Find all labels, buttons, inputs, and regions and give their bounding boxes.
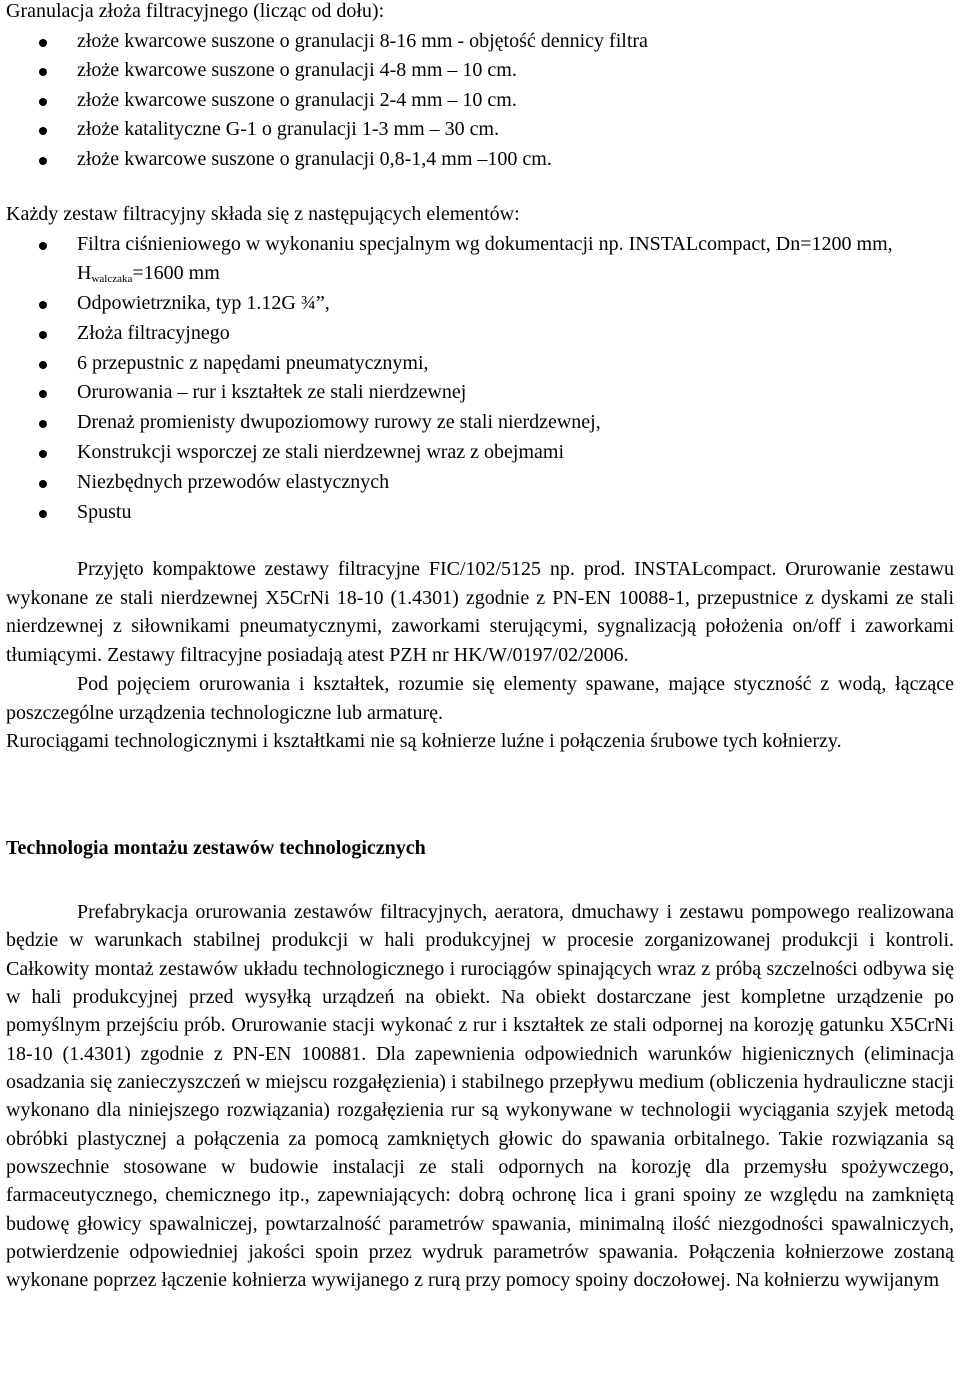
list-item (6, 408, 954, 438)
section-body-block (6, 898, 954, 1295)
list-item (6, 378, 954, 408)
list-item (6, 438, 954, 468)
bullet-icon (39, 480, 47, 488)
process-pipes-paragraph: Rurociągami technologicznymi i kształtkami nie są kołnierze luźne i połączenia śrubowe tych kołnierzy. (6, 730, 842, 753)
list-item-text: złoże katalityczne G-1 o granulacji 1-3 mm – 30 cm. (77, 118, 500, 140)
list-item-text: złoże kwarcowe suszone o granulacji 0,8-1,4 mm –100 cm. (77, 147, 552, 170)
list-item-text: złoże kwarcowe suszone o granulacji 2-4 mm – 10 cm. (77, 88, 517, 111)
section-heading-block (6, 834, 954, 864)
description-section (6, 555, 954, 756)
bullet-icon (39, 361, 47, 369)
bullet-icon (39, 390, 47, 398)
bullet-icon (39, 127, 47, 135)
bullet-icon (39, 98, 47, 106)
list-item-text: Odpowietrznika, typ 1.12G ¾”, (77, 292, 330, 315)
list-item-text: Orurowania – rur i kształtek ze stali nierdzewnej (77, 381, 467, 404)
list-item (6, 468, 954, 498)
list-item (6, 145, 954, 175)
list-item-text: 6 przepustnic z napędami pneumatycznymi, (77, 351, 429, 374)
granulation-list (6, 27, 954, 175)
bullet-icon (39, 331, 47, 339)
subscript-walczaka: walczaka (91, 273, 133, 286)
bullet-icon (39, 450, 47, 458)
list-item-text: Konstrukcji wsporczej ze stali nierdzewnej wraz z obejmami (77, 441, 565, 464)
list-item-text: Drenaż promienisty dwupoziomowy rurowy ze stali nierdzewnej, (77, 411, 601, 434)
list-item (6, 319, 954, 349)
list-item (6, 498, 954, 528)
list-item (6, 349, 954, 379)
list-item (6, 27, 954, 57)
bullet-icon (39, 157, 47, 165)
list-item-text: Złoża filtracyjnego (77, 321, 230, 344)
bullet-icon (39, 510, 47, 518)
list-item (6, 86, 954, 116)
bullet-icon (39, 301, 47, 309)
section-heading: Technologia montażu zestawów technologicznych (6, 837, 426, 859)
bullet-icon (39, 39, 47, 47)
bullet-icon (39, 242, 47, 250)
list-item (6, 230, 954, 290)
list-item-text-suffix: =1600 mm (132, 262, 220, 285)
filter-set-list (6, 230, 954, 528)
list-item-text: Filtra ciśnieniowego w wykonaniu specjalnym wg dokumentacji np. INSTALcompact, Dn=1200 mm, H (77, 232, 893, 285)
granulation-heading: Granulacja złoża filtracyjnego (licząc od dołu): (6, 0, 385, 22)
filter-set-intro: Każdy zestaw filtracyjny składa się z następujących elementów: (6, 203, 520, 225)
section-body-paragraph: Prefabrykacja orurowania zestawów filtracyjnych, aeratora, dmuchawy i zestawu pompowego realizowana będzie w warunkach stabilnej produkcji w hali produkcyjnej w procesie zorganizowanej produkcji i kontroli. Całkowity montaż zestawów układu technologicznego i rurociągów spinających wraz z próbą szczelności odbywa się w hali produkcyjnej przed wysyłką urządzeń na obiekt. Na obiekt dostarczane jest kompletne urządzenie po pomyślnym przejściu prób. Orurowanie stacji wykonać z rur i kształtek ze stali odpornej na korozję gatunku X5CrNi 18-10 (1.4301) zgodnie z PN-EN 100881. Dla zapewnienia odpowiednich warunków higienicznych (eliminacja osadzania się zanieczyszczeń w miejscu rozgałęzienia) i stabilnego przepływu medium (obliczenia hydrauliczne stacji wykonano dla niniejszego rozwiązania) rozgałęzienia rur są wykonywane w technologii wyciągania szyjek metodą obróbki plastycznej a połączenia za pomocą zamkniętych głowic do spawania orbitalnego. Takie rozwiązania są powszechnie stosowane w budowie instalacji ze stali odpornych na korozję dla przemysłu spożywczego, farmaceutycznego, chemicznego itp., zapewniających: dobrą ochronę lica i grani spoiny ze względu na zamkniętą budowę głowicy spawalniczej, powtarzalność parametrów spawania, minimalną ilość niezgodności spawalniczych, potwierdzenie odpowiedniej jakości spoin przez wydruk parametrów spawania. Połączenia kołnierzowe zostaną wykonane poprzez łączenie kołnierza wywijanego z rurą przy pomocy spoiny doczołowej. Na kołnierzu wywijanym (6, 901, 954, 1292)
list-item (6, 289, 954, 319)
list-item-text: złoże kwarcowe suszone o granulacji 4-8 mm – 10 cm. (77, 59, 517, 81)
list-item-text: złoże kwarcowe suszone o granulacji 8-16 mm - objętość dennicy filtra (77, 29, 648, 52)
list-item-text: Spustu (77, 500, 132, 523)
list-item (6, 115, 954, 145)
list-item-text: Niezbędnych przewodów elastycznych (77, 470, 390, 493)
adopted-paragraph: Przyjęto kompaktowe zestawy filtracyjne FIC/102/5125 np. prod. INSTALcompact. Orurowanie zestawu wykonane ze stali nierdzewnej X5CrNi 18-10 (1.4301) zgodnie z PN-EN 10088-1, przepustnice z dyskami ze stali nierdzewnej z siłownikami pneumatycznymi, zaworkami sterującymi, sygnalizacją położenia on/off i zaworkami tłumiącymi. Zestawy filtracyjne posiadają atest PZH nr HK/W/0197/02/2006. (6, 558, 954, 667)
list-item (6, 56, 954, 86)
bullet-icon (39, 420, 47, 428)
granulation-section (6, 0, 954, 174)
piping-paragraph: Pod pojęciem orurowania i kształtek, rozumie się elementy spawane, mające styczność z wodą, łączące poszczególne urządzenia technologiczne lub armaturę. (6, 672, 954, 724)
bullet-icon (39, 68, 47, 76)
filter-set-section (6, 200, 954, 527)
